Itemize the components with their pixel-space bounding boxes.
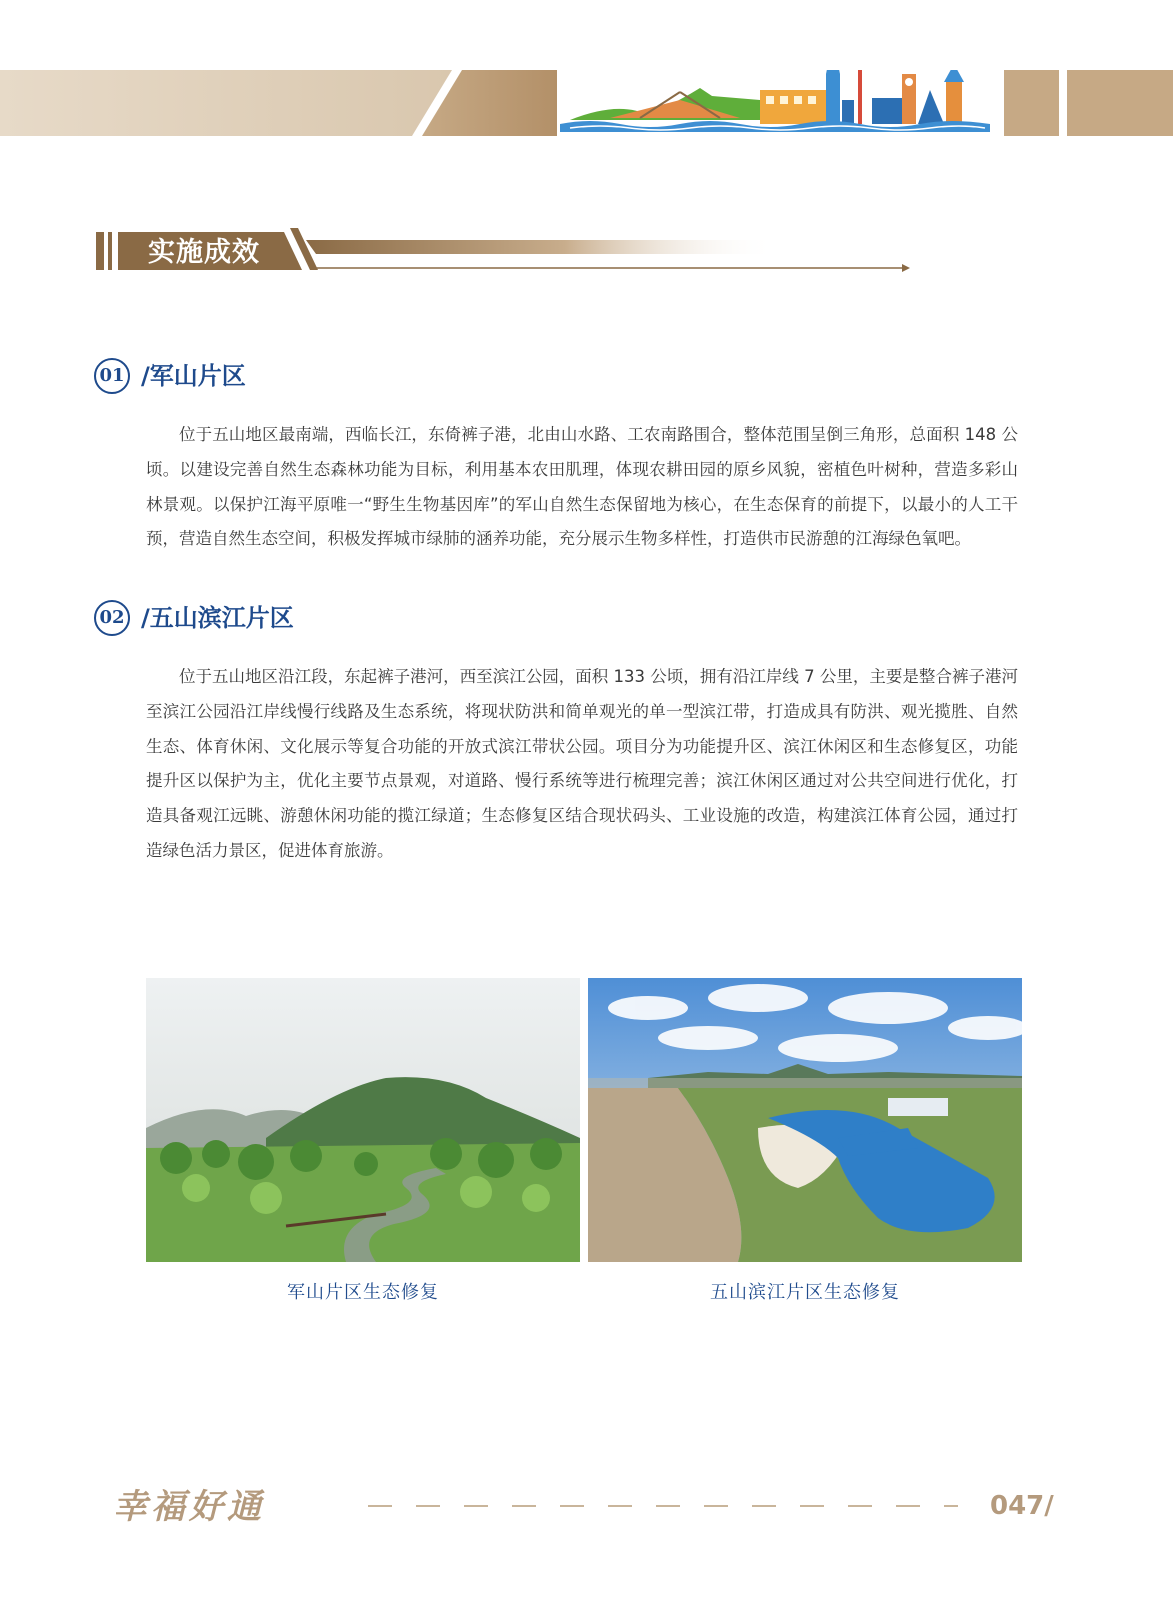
section-title: 实施成效 [148,237,260,268]
subsection-title: /五山滨江片区 [141,604,294,632]
header-stripe-light [0,70,452,136]
subsection-body-paragraph: 位于五山地区沿江段，东起裤子港河，西至滨江公园，面积 133 公顷，拥有沿江岸线 7 公里，主要是整合裤子港河至滨江公园沿江岸线慢行线路及生态系统，将现状防洪和简单观光的单一型滨江带，打造成具有防洪、观光揽胜、自然生态、体育休闲、文化展示等复合功能的开放式滨江带状公园。项目分为功能提升区、滨江休闲区和生态修复区，功能提升区以保护为主，优化主要节点景观，对道路、慢行系统等进行梳理完善；滨江休闲区通过对公共空间进行优化，打造具备观江远眺、游憩休闲功能的揽江绿道；生态修复区结合现状码头、工业设施的改造，构建滨江体育公园，通过打造绿色活力景区，促进体育旅游。 [146,667,1018,860]
photo-binjiang-park [588,978,1022,1262]
subsection-number-badge: 01 [94,358,130,394]
subsection-title: /军山片区 [141,362,246,390]
footer-divider [368,1500,958,1512]
header-banner [0,70,1173,136]
photo-junshan-landscape [146,978,580,1262]
footer-brand-logo: 幸福好通 [113,1487,265,1527]
photo-caption: 五山滨江片区生态修复 [710,1282,900,1303]
subsection-number-badge: 02 [94,600,130,636]
subsection-body-paragraph: 位于五山地区最南端，西临长江，东倚裤子港，北由山水路、工农南路围合，整体范围呈倒三角形，总面积 148 公顷。以建设完善自然生态森林功能为目标，利用基本农田肌理，体现农耕田园的原乡风貌，密植色叶树种，营造多彩山林景观。以保护江海平原唯一“野生生物基因库”的军山自然生态保留地为核心，在生态保育的前提下，以最小的人工干预，营造自然生态空间，积极发挥城市绿肺的涵养功能，充分展示生物多样性，打造供市民游憩的江海绿色氧吧。 [146,425,1018,549]
city-skyline-illustration [560,70,990,132]
page-number: 047/ [990,1491,1054,1521]
header-block-right-1 [1004,70,1059,136]
header-block-right-2 [1067,70,1173,136]
photo-caption: 军山片区生态修复 [287,1282,439,1303]
